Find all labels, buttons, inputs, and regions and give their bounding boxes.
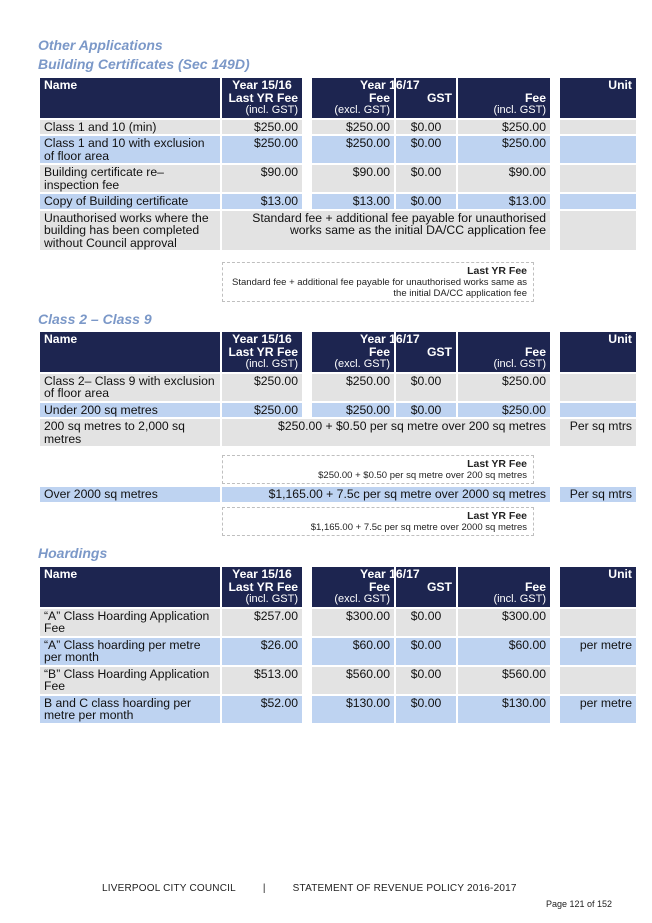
header-name: Name (40, 78, 220, 118)
table-row (40, 136, 636, 163)
row-fee-excl-gst: $250.00 (312, 403, 394, 418)
page-number: Page 121 of 152 (545, 899, 612, 909)
table-row (40, 120, 636, 135)
header-incl-gst-2: (incl. GST) (493, 104, 546, 116)
row-unit (560, 165, 636, 192)
row-fee-excl-gst: $250.00 (312, 374, 394, 401)
row-name: “A” Class Hoarding Application Fee (40, 609, 220, 636)
table-row (40, 194, 636, 209)
header-fee-incl (458, 332, 550, 372)
row-name: Over 2000 sq metres (40, 487, 220, 502)
header-excl-gst: (excl. GST) (334, 104, 390, 116)
row-unit: Per sq mtrs (560, 487, 636, 502)
note-label: Last YR Fee (467, 458, 527, 470)
row-fee-incl-gst: $300.00 (458, 609, 550, 636)
table-row (40, 419, 636, 446)
section-title-class-2-9: Class 2 – Class 9 (38, 311, 152, 327)
row-fee-incl-gst: $250.00 (458, 374, 550, 401)
header-year-prev: Year 15/16 (232, 332, 292, 346)
header-last-year (222, 332, 302, 372)
row-name: 200 sq metres to 2,000 sq metres (40, 419, 220, 446)
row-name: Under 200 sq metres (40, 403, 220, 418)
row-gst: $0.00 (396, 165, 456, 192)
header-unit: Unit (560, 78, 636, 118)
header-fee: Fee (368, 90, 390, 105)
table-row (40, 609, 636, 636)
row-unit (560, 667, 636, 694)
last-year-fee-note-class-b (222, 507, 534, 536)
last-year-fee-note-class-a (222, 455, 534, 484)
row-last-year-fee: $250.00 (222, 374, 302, 401)
section-title-hoardings: Hoardings (38, 545, 108, 561)
footer-document-title: STATEMENT OF REVENUE POLICY 2016-2017 (292, 883, 517, 894)
header-year-curr: Year 16/17 (360, 332, 420, 346)
header-incl-gst: (incl. GST) (245, 104, 298, 116)
header-unit: Unit (560, 567, 636, 607)
header-fee-incl-label: Fee (524, 579, 546, 594)
table-header-row (40, 78, 636, 118)
row-fee-excl-gst: $560.00 (312, 667, 394, 694)
header-unit: Unit (560, 332, 636, 372)
header-fee: Fee (368, 579, 390, 594)
note-text: Standard fee + additional fee payable for unauthorised works same as the initial DA/CC application fee (232, 277, 527, 299)
table-row (40, 696, 636, 723)
row-name: Building certificate re–inspection fee (40, 165, 220, 192)
row-fee-incl-gst: $130.00 (458, 696, 550, 723)
row-last-year-fee: $26.00 (222, 638, 302, 665)
header-incl-gst: (incl. GST) (245, 593, 298, 605)
row-last-year-fee: $513.00 (222, 667, 302, 694)
row-last-year-fee: $90.00 (222, 165, 302, 192)
row-last-year-fee: $250.00 (222, 136, 302, 163)
row-name: “A” Class hoarding per metre per month (40, 638, 220, 665)
row-name: Class 2– Class 9 with exclusion of floor area (40, 374, 220, 401)
row-name: Unauthorised works where the building has been completed without Council approval (40, 211, 220, 251)
header-last-year (222, 78, 302, 118)
note-label: Last YR Fee (467, 510, 527, 522)
row-fee-incl-gst: $90.00 (458, 165, 550, 192)
row-last-year-fee: $250.00 (222, 120, 302, 135)
header-last-fee: Last YR Fee (228, 90, 298, 105)
header-fee: Fee (368, 344, 390, 359)
header-name: Name (40, 332, 220, 372)
row-fee-excl-gst: $90.00 (312, 165, 394, 192)
class-over-2000-table (38, 485, 638, 504)
row-fee-incl-gst: $60.00 (458, 638, 550, 665)
row-fee-incl-gst: $560.00 (458, 667, 550, 694)
row-unit: per metre (560, 638, 636, 665)
building-certificates-table (38, 76, 638, 252)
header-fee-incl-label: Fee (524, 344, 546, 359)
row-fee-description: Standard fee + additional fee payable for unauthorised works same as the initial DA/CC application fee (222, 211, 550, 251)
row-fee-incl-gst: $250.00 (458, 403, 550, 418)
table-row (40, 374, 636, 401)
header-incl-gst-2: (incl. GST) (493, 358, 546, 370)
row-fee-incl-gst: $250.00 (458, 136, 550, 163)
header-year-prev: Year 15/16 (232, 567, 292, 581)
header-last-fee: Last YR Fee (228, 344, 298, 359)
row-last-year-fee: $52.00 (222, 696, 302, 723)
row-unit (560, 609, 636, 636)
section-title-building-certificates: Building Certificates (Sec 149D) (38, 56, 250, 72)
row-fee-excl-gst: $300.00 (312, 609, 394, 636)
header-last-fee: Last YR Fee (228, 579, 298, 594)
row-last-year-fee: $250.00 (222, 403, 302, 418)
header-name: Name (40, 567, 220, 607)
header-gst-label: GST (426, 90, 452, 105)
table-row (40, 487, 636, 502)
hoardings-table (38, 565, 638, 725)
row-fee-description: $1,165.00 + 7.5c per sq metre over 2000 sq metres (222, 487, 550, 502)
row-unit (560, 211, 636, 251)
row-last-year-fee: $257.00 (222, 609, 302, 636)
note-text: $1,165.00 + 7.5c per sq metre over 2000 sq metres (310, 522, 527, 533)
table-row (40, 165, 636, 192)
row-unit (560, 403, 636, 418)
row-fee-description: $250.00 + $0.50 per sq metre over 200 sq metres (222, 419, 550, 446)
row-unit (560, 374, 636, 401)
header-excl-gst: (excl. GST) (334, 358, 390, 370)
note-label: Last YR Fee (467, 265, 527, 277)
row-gst: $0.00 (396, 638, 456, 665)
row-gst: $0.00 (396, 609, 456, 636)
row-unit: Per sq mtrs (560, 419, 636, 446)
note-text: $250.00 + $0.50 per sq metre over 200 sq metres (318, 470, 527, 481)
row-fee-incl-gst: $13.00 (458, 194, 550, 209)
header-fee-incl (458, 567, 550, 607)
row-gst: $0.00 (396, 120, 456, 135)
row-name: Class 1 and 10 (min) (40, 120, 220, 135)
footer-separator: | (262, 883, 266, 894)
table-row (40, 667, 636, 694)
header-excl-gst: (excl. GST) (334, 593, 390, 605)
header-fee-incl (458, 78, 550, 118)
row-fee-incl-gst: $250.00 (458, 120, 550, 135)
table-row (40, 211, 636, 251)
row-gst: $0.00 (396, 403, 456, 418)
row-gst: $0.00 (396, 136, 456, 163)
footer-organisation: LIVERPOOL CITY COUNCIL (102, 883, 236, 894)
row-unit (560, 194, 636, 209)
row-name: Copy of Building certificate (40, 194, 220, 209)
row-fee-excl-gst: $130.00 (312, 696, 394, 723)
header-incl-gst-2: (incl. GST) (493, 593, 546, 605)
header-fee-incl-label: Fee (524, 90, 546, 105)
table-row (40, 403, 636, 418)
section-title-other-applications: Other Applications (38, 37, 163, 53)
table-header-row (40, 332, 636, 372)
row-fee-excl-gst: $250.00 (312, 120, 394, 135)
row-unit (560, 120, 636, 135)
last-year-fee-note-building (222, 262, 534, 302)
header-year-curr: Year 16/17 (360, 78, 420, 92)
row-fee-excl-gst: $250.00 (312, 136, 394, 163)
header-gst-label: GST (426, 579, 452, 594)
row-fee-excl-gst: $13.00 (312, 194, 394, 209)
table-header-row (40, 567, 636, 607)
table-row (40, 638, 636, 665)
row-last-year-fee: $13.00 (222, 194, 302, 209)
page-footer (102, 883, 541, 894)
row-gst: $0.00 (396, 194, 456, 209)
header-gst-label: GST (426, 344, 452, 359)
header-year-prev: Year 15/16 (232, 78, 292, 92)
header-last-year (222, 567, 302, 607)
header-incl-gst: (incl. GST) (245, 358, 298, 370)
row-name: Class 1 and 10 with exclusion of floor area (40, 136, 220, 163)
row-unit: per metre (560, 696, 636, 723)
row-fee-excl-gst: $60.00 (312, 638, 394, 665)
class-2-9-table (38, 330, 638, 448)
row-name: “B” Class Hoarding Application Fee (40, 667, 220, 694)
row-gst: $0.00 (396, 667, 456, 694)
row-gst: $0.00 (396, 696, 456, 723)
header-year-curr: Year 16/17 (360, 567, 420, 581)
row-unit (560, 136, 636, 163)
row-gst: $0.00 (396, 374, 456, 401)
row-name: B and C class hoarding per metre per month (40, 696, 220, 723)
